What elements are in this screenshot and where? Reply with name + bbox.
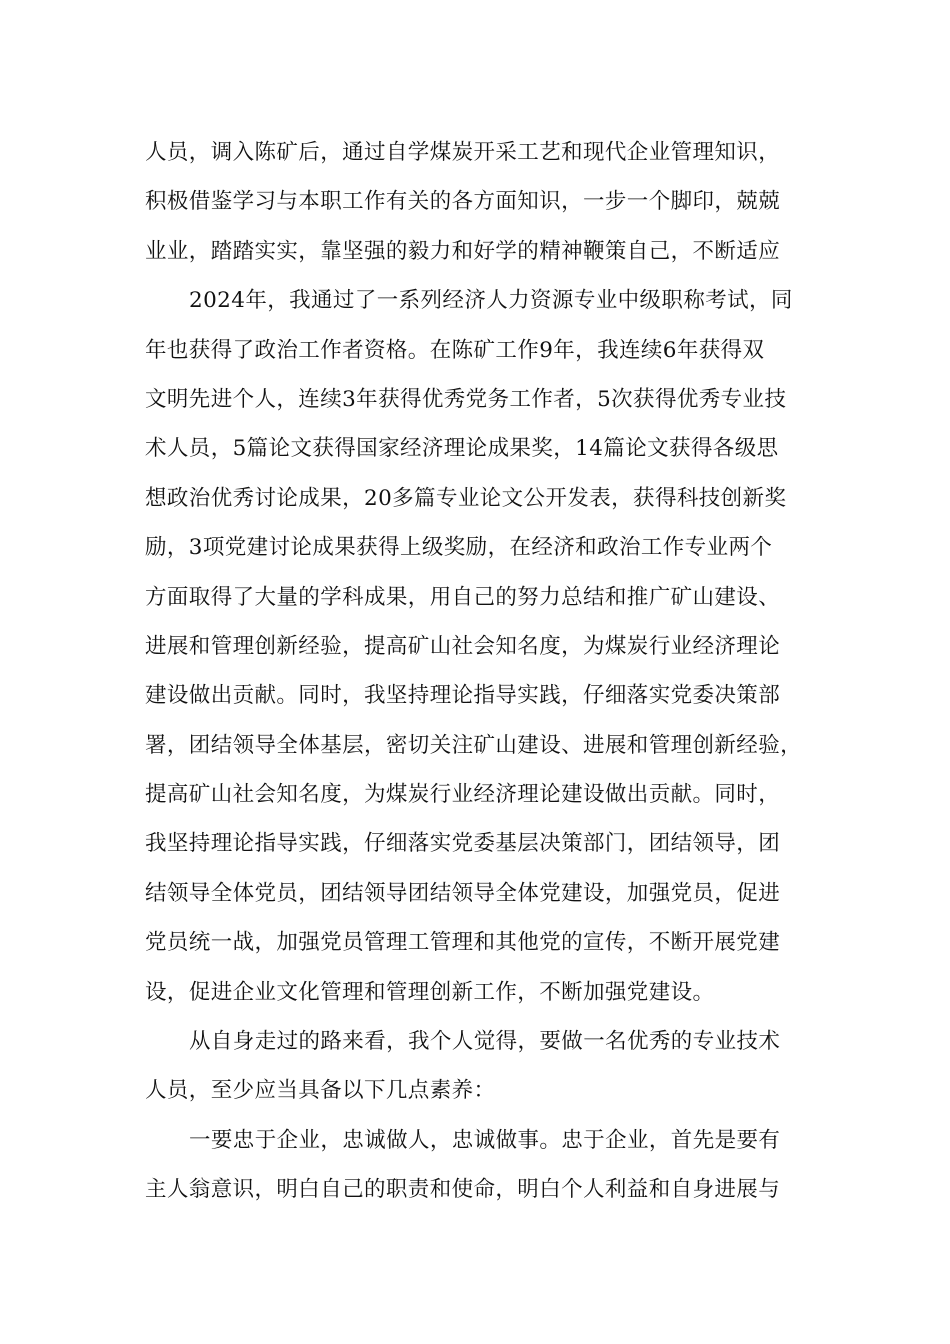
paragraph bbox=[145, 128, 825, 276]
text-line: 建设做出贡献。同时，我坚持理论指导实践，仔细落实党委决策部 bbox=[145, 683, 781, 709]
text-line: 提高矿山社会知名度，为煤炭行业经济理论建设做出贡献。同时， bbox=[145, 782, 781, 808]
text-line: 方面取得了大量的学科成果，用自己的努力总结和推广矿山建设、 bbox=[145, 584, 781, 610]
text-line: 人员，至少应当具备以下几点素养： bbox=[145, 1078, 496, 1104]
text-line: 进展和管理创新经验，提高矿山社会知名度，为煤炭行业经济理论 bbox=[145, 633, 781, 659]
text-line: 一要忠于企业，忠诚做人，忠诚做事。忠于企业，首先是要有 bbox=[189, 1127, 781, 1153]
text-line: 术人员，5篇论文获得国家经济理论成果奖，14篇论文获得各级思 bbox=[145, 436, 779, 462]
text-line: 积极借鉴学习与本职工作有关的各方面知识，一步一个脚印，兢兢 bbox=[145, 189, 781, 215]
text-line: 结领导全体党员，团结领导团结领导全体党建设，加强党员，促进 bbox=[145, 880, 781, 906]
document-body bbox=[145, 128, 825, 1215]
text-line: 2024年，我通过了一系列经济人力资源专业中级职称考试，同 bbox=[189, 288, 793, 314]
text-line: 从自身走过的路来看，我个人觉得，要做一名优秀的专业技术 bbox=[189, 1029, 781, 1055]
text-line: 署，团结领导全体基层，密切关注矿山建设、进展和管理创新经验， bbox=[145, 732, 803, 758]
text-line: 想政治优秀讨论成果，20多篇专业论文公开发表，获得科技创新奖 bbox=[145, 485, 787, 511]
text-line: 业业，踏踏实实，靠坚强的毅力和好学的精神鞭策自己，不断适应 bbox=[145, 238, 781, 264]
text-line: 人员，调入陈矿后，通过自学煤炭开采工艺和现代企业管理知识， bbox=[145, 140, 781, 165]
text-line: 主人翁意识，明白自己的职责和使命，明白个人利益和自身进展与 bbox=[145, 1177, 781, 1203]
paragraph bbox=[145, 1116, 825, 1215]
text-line: 年也获得了政治工作者资格。在陈矿工作9年，我连续6年获得双 bbox=[145, 337, 765, 363]
text-line: 文明先进个人，连续3年获得优秀党务工作者，5次获得优秀专业技 bbox=[145, 386, 787, 412]
text-line: 设，促进企业文化管理和管理创新工作，不断加强党建设。 bbox=[145, 979, 715, 1005]
text-line: 党员统一战，加强党员管理工管理和其他党的宣传，不断开展党建 bbox=[145, 930, 781, 956]
text-line: 励，3项党建讨论成果获得上级奖励，在经济和政治工作专业两个 bbox=[145, 535, 773, 561]
paragraph bbox=[145, 276, 825, 1017]
text-line: 我坚持理论指导实践，仔细落实党委基层决策部门，团结领导，团 bbox=[145, 831, 781, 857]
paragraph bbox=[145, 1017, 825, 1116]
